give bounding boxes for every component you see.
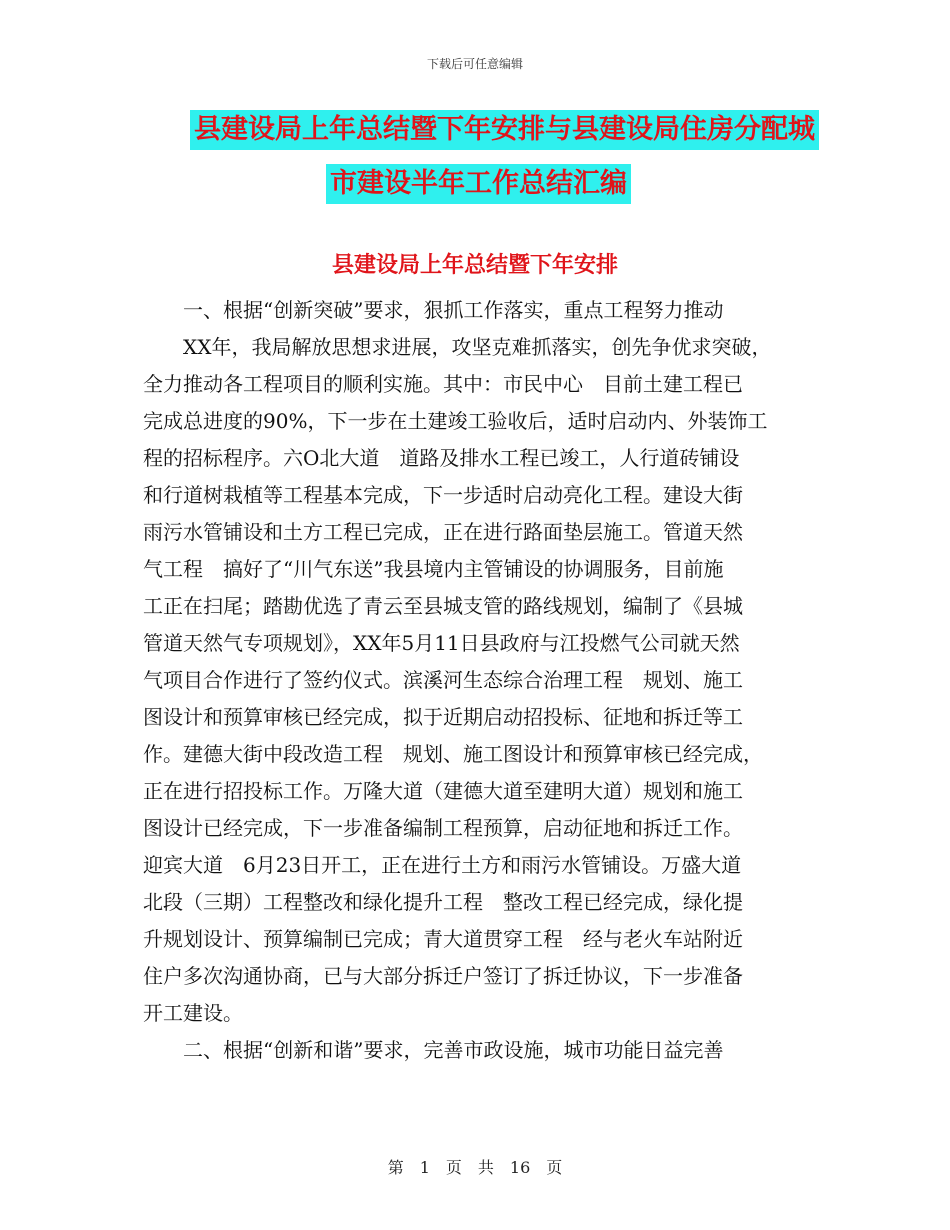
title-line-2: 市建设半年工作总结汇编 [326, 164, 631, 204]
body-line: 完成总进度的90%，下一步在土建竣工验收后，适时启动内、外装饰工 [143, 409, 768, 433]
body-line: 全力推动各工程项目的顺利实施。其中：市民中心 目前土建工程已 [143, 372, 743, 396]
header-note: 下载后可任意编辑 [426, 57, 523, 71]
body-line: 升规划设计、预算编制已完成；青大道贯穿工程 经与老火车站附近 [143, 927, 743, 951]
body-text [143, 292, 813, 1069]
body-line: 迎宾大道 6月23日开工，正在进行土方和雨污水管铺设。万盛大道 [143, 853, 742, 877]
body-line: 二、根据“创新和谐”要求，完善市政设施，城市功能日益完善 [143, 1038, 724, 1062]
body-line: 气项目合作进行了签约仪式。滨溪河生态综合治理工程 规划、施工 [143, 668, 743, 692]
body-line: 正在进行招投标工作。万隆大道（建德大道至建明大道）规划和施工 [143, 779, 743, 803]
page-footer: 第 1 页 共 16 页 [387, 1158, 563, 1177]
title-line-1: 县建设局上年总结暨下年安排与县建设局住房分配城 [190, 110, 819, 150]
section-subtitle: 县建设局上年总结暨下年安排 [331, 253, 618, 278]
body-line: 和行道树栽植等工程基本完成，下一步适时启动亮化工程。建设大街 [143, 483, 743, 507]
body-line: 程的招标程序。六O北大道 道路及排水工程已竣工，人行道砖铺设 [143, 446, 740, 470]
body-line: 一、根据“创新突破”要求，狠抓工作落实，重点工程努力推动 [143, 298, 724, 322]
body-line: 开工建设。 [143, 1001, 243, 1025]
body-line: 住户多次沟通协商，已与大部分拆迁户签订了拆迁协议，下一步准备 [143, 964, 743, 988]
body-line: 气工程 搞好了“川气东送”我县境内主管铺设的协调服务，目前施 [143, 557, 724, 581]
body-line: 图设计已经完成，下一步准备编制工程预算，启动征地和拆迁工作。 [143, 816, 743, 840]
body-line: 北段（三期）工程整改和绿化提升工程 整改工程已经完成，绿化提 [143, 890, 743, 914]
body-line: XX年，我局解放思想求进展，攻坚克难抓落实，创先争优求突破， [143, 335, 772, 359]
body-line: 工正在扫尾；踏勘优选了青云至县城支管的路线规划，编制了《县城 [143, 594, 743, 618]
body-line: 图设计和预算审核已经完成，拟于近期启动招投标、征地和拆迁等工 [143, 705, 743, 729]
body-line: 雨污水管铺设和土方工程已完成，正在进行路面垫层施工。管道天然 [143, 520, 743, 544]
body-line: 作。建德大街中段改造工程 规划、施工图设计和预算审核已经完成， [143, 742, 763, 766]
body-line: 管道天然气专项规划》，XX年5月11日县政府与江投燃气公司就天然 [143, 631, 740, 655]
document-title [190, 110, 815, 204]
